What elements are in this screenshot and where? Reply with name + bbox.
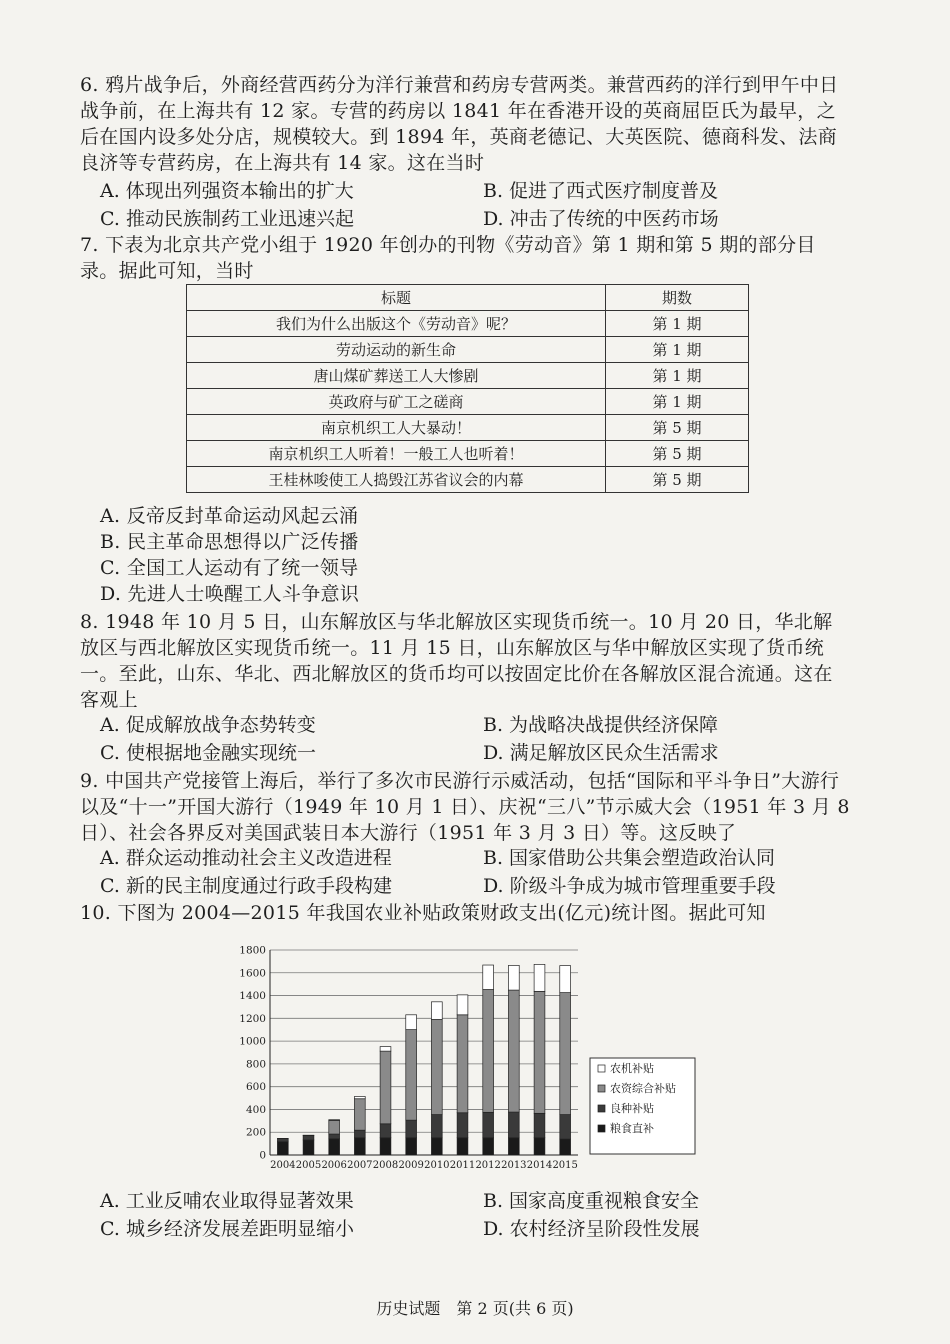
q10-option-d[interactable]: D. 农村经济呈阶段性发展 bbox=[483, 1218, 700, 1240]
row-issue: 第 1 期 bbox=[606, 311, 749, 337]
x-tick-label: 2012 bbox=[475, 1160, 501, 1170]
header-issue: 期数 bbox=[606, 285, 749, 311]
question-9-stem: 9. 中国共产党接管上海后，举行了多次市民游行示威活动，包括“国际和平斗争日”大游行以及“十一”开国大游行（1949 年 10 月 1 日）、庆祝“三八”节示威大会（1951 年 3 月 8 日）、社会各界反对美国武装日本大游行（1951 年 3 月 3 日）等。这反映了 bbox=[80, 770, 850, 844]
bar-segment bbox=[560, 966, 571, 993]
q9-option-b[interactable]: B. 国家借助公共集会塑造政治认同 bbox=[483, 847, 776, 869]
row-issue: 第 5 期 bbox=[606, 441, 749, 467]
q6-option-c[interactable]: C. 推动民族制药工业迅速兴起 bbox=[100, 208, 354, 230]
y-tick-label: 400 bbox=[245, 1103, 266, 1116]
q8-option-a[interactable]: A. 促成解放战争态势转变 bbox=[100, 714, 316, 736]
page-footer: 历史试题 第 2 页(共 6 页) bbox=[376, 1299, 574, 1318]
q8-option-d[interactable]: D. 满足解放区民众生活需求 bbox=[483, 742, 719, 764]
bar-segment bbox=[431, 1115, 442, 1138]
bar-segment bbox=[431, 1138, 442, 1155]
bar-segment bbox=[457, 1015, 468, 1113]
row-issue: 第 5 期 bbox=[606, 467, 749, 493]
legend-swatch bbox=[598, 1105, 605, 1112]
table-row bbox=[187, 363, 749, 389]
bar-segment bbox=[560, 1115, 571, 1139]
bar-segment bbox=[560, 993, 571, 1115]
y-tick-label: 1400 bbox=[239, 990, 266, 1003]
legend-label: 农机补贴 bbox=[610, 1062, 654, 1075]
bar-segment bbox=[457, 1113, 468, 1138]
row-title: 南京机织工人大暴动！ bbox=[187, 415, 606, 441]
bar-segment bbox=[329, 1134, 340, 1139]
bar-segment bbox=[431, 1019, 442, 1114]
bar-segment bbox=[483, 1138, 494, 1155]
bar-segment bbox=[560, 1139, 571, 1155]
x-tick-label: 2006 bbox=[321, 1160, 347, 1170]
q7-option-a[interactable]: A. 反帝反封革命运动风起云涌 bbox=[100, 505, 359, 527]
table-row bbox=[187, 441, 749, 467]
question-7-stem: 7. 下表为北京共产党小组于 1920 年创办的刊物《劳动音》第 1 期和第 5 期的部分目录。据此可知，当时 bbox=[80, 234, 816, 282]
y-tick-label: 800 bbox=[245, 1058, 266, 1071]
question-9 bbox=[80, 768, 850, 846]
row-issue: 第 1 期 bbox=[606, 337, 749, 363]
question-7 bbox=[80, 232, 850, 284]
question-10-stem: 10. 下图为 2004—2015 年我国农业补贴政策财政支出(亿元)统计图。据此可知 bbox=[80, 902, 766, 924]
q6-option-d[interactable]: D. 冲击了传统的中医药市场 bbox=[483, 208, 719, 230]
x-tick-label: 2007 bbox=[347, 1160, 373, 1170]
bar-segment bbox=[483, 965, 494, 989]
bar-segment bbox=[457, 1138, 468, 1155]
bar-segment bbox=[508, 1112, 519, 1138]
q10-option-a[interactable]: A. 工业反哺农业取得显著效果 bbox=[100, 1190, 354, 1212]
bar-segment bbox=[277, 1142, 288, 1155]
contents-table bbox=[186, 284, 749, 493]
y-tick-label: 1000 bbox=[239, 1035, 266, 1048]
bar-segment bbox=[354, 1096, 365, 1098]
bar-segment bbox=[303, 1140, 314, 1155]
question-10 bbox=[80, 900, 850, 926]
x-tick-label: 2004 bbox=[270, 1160, 296, 1170]
bar-segment bbox=[457, 995, 468, 1015]
bar-segment bbox=[508, 1138, 519, 1155]
y-tick-label: 200 bbox=[245, 1126, 266, 1139]
bar-segment bbox=[406, 1120, 417, 1138]
table-row bbox=[187, 311, 749, 337]
subsidy-bar-chart bbox=[230, 938, 700, 1170]
row-title: 我们为什么出版这个《劳动音》呢？ bbox=[187, 311, 606, 337]
table-header-row bbox=[187, 285, 749, 311]
bar-segment bbox=[380, 1138, 391, 1155]
header-title: 标题 bbox=[187, 285, 606, 311]
q8-option-b[interactable]: B. 为战略决战提供经济保障 bbox=[483, 714, 719, 736]
legend-swatch bbox=[598, 1065, 605, 1072]
q6-option-b[interactable]: B. 促进了西式医疗制度普及 bbox=[483, 180, 719, 202]
table-row bbox=[187, 337, 749, 363]
question-6-stem: 6. 鸦片战争后，外商经营西药分为洋行兼营和药房专营两类。兼营西药的洋行到甲午中日战争前，在上海共有 12 家。专营的药房以 1841 年在香港开设的英商屈臣氏为最早，之后在国内设多处分店，规模较大。到 1894 年，英商老德记、大英医院、德商科发、法商良济等专营药房，在上海共有 14 家。这在当时 bbox=[80, 74, 839, 174]
bar-segment bbox=[534, 1138, 545, 1155]
y-tick-label: 1600 bbox=[239, 967, 266, 980]
legend-label: 农资综合补贴 bbox=[610, 1082, 676, 1095]
bar-segment bbox=[329, 1120, 340, 1134]
row-issue: 第 5 期 bbox=[606, 415, 749, 441]
q8-option-c[interactable]: C. 使根据地金融实现统一 bbox=[100, 742, 316, 764]
row-title: 英政府与矿工之磋商 bbox=[187, 389, 606, 415]
bar-segment bbox=[406, 1138, 417, 1155]
x-tick-label: 2015 bbox=[552, 1160, 578, 1170]
bar-segment bbox=[380, 1047, 391, 1052]
q9-option-c[interactable]: C. 新的民主制度通过行政手段构建 bbox=[100, 875, 392, 897]
question-8-stem: 8. 1948 年 10 月 5 日，山东解放区与华北解放区实现货币统一。10 月 20 日，华北解放区与西北解放区实现货币统一。11 月 15 日，山东解放区与华中解放区实现了货币统一。至此，山东、华北、西北解放区的货币均可以按固定比价在各解放区混合流通。这在客观上 bbox=[80, 611, 833, 711]
legend-swatch bbox=[598, 1125, 605, 1132]
bar-segment bbox=[534, 964, 545, 991]
bar-segment bbox=[508, 990, 519, 1112]
legend-swatch bbox=[598, 1085, 605, 1092]
bar-segment bbox=[354, 1130, 365, 1138]
legend-label: 粮食直补 bbox=[610, 1122, 654, 1135]
q10-option-b[interactable]: B. 国家高度重视粮食安全 bbox=[483, 1190, 700, 1212]
table-row bbox=[187, 415, 749, 441]
question-8 bbox=[80, 609, 850, 713]
row-title: 南京机织工人听着！一般工人也听着！ bbox=[187, 441, 606, 467]
x-tick-label: 2014 bbox=[526, 1160, 553, 1170]
y-tick-label: 1800 bbox=[239, 944, 266, 957]
q9-option-d[interactable]: D. 阶级斗争成为城市管理重要手段 bbox=[483, 875, 776, 897]
bar-segment bbox=[329, 1139, 340, 1155]
bar-segment bbox=[406, 1030, 417, 1121]
table-row bbox=[187, 467, 749, 493]
row-title: 唐山煤矿葬送工人大惨剧 bbox=[187, 363, 606, 389]
x-tick-label: 2009 bbox=[398, 1160, 424, 1170]
bar-segment bbox=[534, 991, 545, 1113]
question-6 bbox=[80, 72, 850, 176]
bar-segment bbox=[406, 1015, 417, 1030]
y-tick-label: 600 bbox=[245, 1081, 266, 1094]
bar-segment bbox=[483, 1112, 494, 1138]
y-tick-label: 1200 bbox=[239, 1012, 266, 1025]
q7-option-d[interactable]: D. 先进人士唤醒工人斗争意识 bbox=[100, 583, 360, 605]
q9-option-a[interactable]: A. 群众运动推动社会主义改造进程 bbox=[100, 847, 392, 869]
x-tick-label: 2013 bbox=[501, 1160, 527, 1170]
bar-segment bbox=[354, 1099, 365, 1130]
question-7-options bbox=[80, 503, 850, 607]
y-tick-label: 0 bbox=[259, 1149, 266, 1162]
bar-segment bbox=[354, 1138, 365, 1155]
bar-segment bbox=[508, 965, 519, 990]
x-tick-label: 2005 bbox=[295, 1160, 322, 1170]
bar-segment bbox=[303, 1136, 314, 1140]
q7-option-b[interactable]: B. 民主革命思想得以广泛传播 bbox=[100, 531, 359, 553]
x-tick-label: 2011 bbox=[449, 1160, 476, 1170]
x-tick-label: 2008 bbox=[372, 1160, 399, 1170]
q6-option-a[interactable]: A. 体现出列强资本输出的扩大 bbox=[100, 180, 354, 202]
bar-segment bbox=[380, 1051, 391, 1124]
table-row bbox=[187, 389, 749, 415]
row-title: 王桂林唆使工人捣毁江苏省议会的内幕 bbox=[187, 467, 606, 493]
bar-segment bbox=[329, 1120, 340, 1121]
q7-option-c[interactable]: C. 全国工人运动有了统一领导 bbox=[100, 557, 359, 579]
legend-label: 良种补贴 bbox=[610, 1102, 654, 1115]
row-issue: 第 1 期 bbox=[606, 389, 749, 415]
bar-segment bbox=[534, 1113, 545, 1137]
bar-segment bbox=[483, 990, 494, 1113]
row-title: 劳动运动的新生命 bbox=[187, 337, 606, 363]
bar-segment bbox=[380, 1124, 391, 1138]
row-issue: 第 1 期 bbox=[606, 363, 749, 389]
x-tick-label: 2010 bbox=[424, 1160, 450, 1170]
q10-option-c[interactable]: C. 城乡经济发展差距明显缩小 bbox=[100, 1218, 354, 1240]
bar-segment bbox=[277, 1138, 288, 1141]
bar-segment bbox=[431, 1002, 442, 1020]
